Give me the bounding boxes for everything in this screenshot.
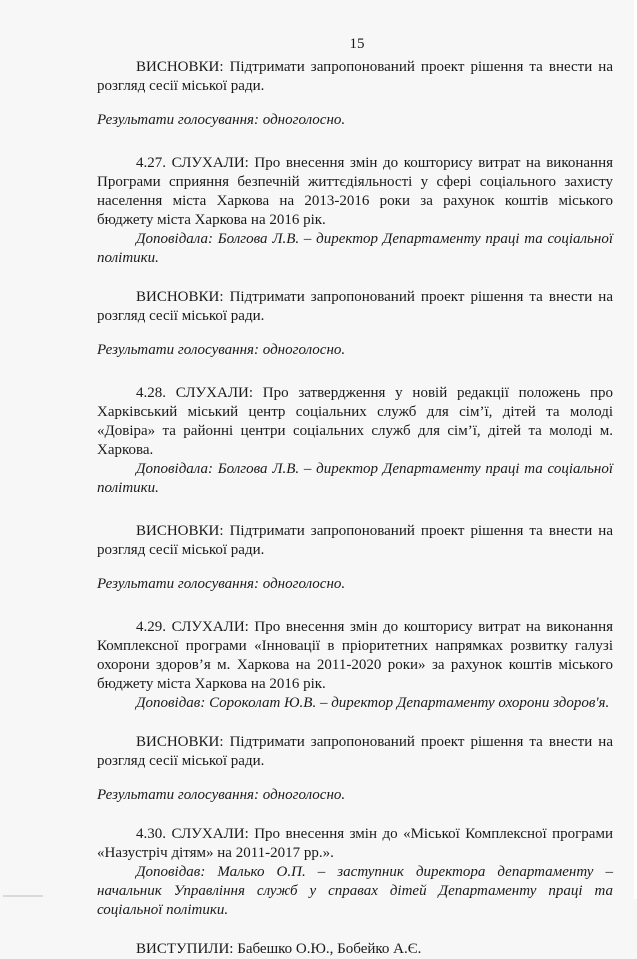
vote-result: Результати голосування: одноголосно. [97,342,346,358]
vote-result: Результати голосування: одноголосно. [97,576,346,592]
conclusion-paragraph: ВИСНОВКИ: Підтримати запропонований проект рішення та внести на розгляд сесії міської ради. [97,734,613,769]
vote-result: Результати голосування: одноголосно. [97,112,346,128]
conclusion-paragraph: ВИСНОВКИ: Підтримати запропонований проект рішення та внести на розгляд сесії міської ради. [97,523,613,558]
agenda-item-4-30: 4.30. СЛУХАЛИ: Про внесення змін до «Міської Комплексної програми «Назустріч дітям» на 2011-2017 рр.». [97,826,613,861]
document-body [97,58,613,959]
agenda-item-4-29: 4.29. СЛУХАЛИ: Про внесення змін до кошторису витрат на виконання Комплексної програми «Інновації в пріоритетних напрямках розвитку галузі охорони здоров’я м. Харкова на 2011-2020 роки» за рахунок коштів міського бюджету міста Харкова на 2016 рік. [97,619,613,692]
speaker-line: Доповідала: Болгова Л.В. – директор Департаменту праці та соціальної політики. [97,231,613,266]
speaker-line: Доповідала: Болгова Л.В. – директор Департаменту праці та соціальної політики. [97,461,613,496]
conclusion-paragraph: ВИСНОВКИ: Підтримати запропонований проект рішення та внести на розгляд сесії міської ради. [97,289,613,324]
scan-artifact [3,895,43,897]
vote-result: Результати голосування: одноголосно. [97,787,346,803]
conclusion-paragraph: ВИСНОВКИ: Підтримати запропонований проект рішення та внести на розгляд сесії міської ради. [97,59,613,94]
speaker-line: Доповідав: Малько О.П. – заступник директора департаменту – начальник Управління служб у справах дітей Департаменту праці та соціальної політики. [97,864,613,918]
agenda-item-4-27: 4.27. СЛУХАЛИ: Про внесення змін до кошторису витрат на виконання Програми сприяння безпечній життєдіяльності у сфері соціального захисту населення міста Харкова на 2013-2016 роки за рахунок коштів міського бюджету міста Харкова на 2016 рік. [97,155,613,228]
page-number: 15 [349,36,365,52]
speakers-line: ВИСТУПИЛИ: Бабешко О.Ю., Бобейко А.Є. [136,941,422,957]
agenda-item-4-28: 4.28. СЛУХАЛИ: Про затвердження у новій редакції положень про Харківський міський центр соціальних служб для сім’ї, дітей та молоді «Довіра» та районні центри соціальних служб для сім’ї, дітей та молоді м. Харкова. [97,385,613,458]
speaker-line: Доповідав: Сороколат Ю.В. – директор Департаменту охорони здоров'я. [136,695,610,711]
